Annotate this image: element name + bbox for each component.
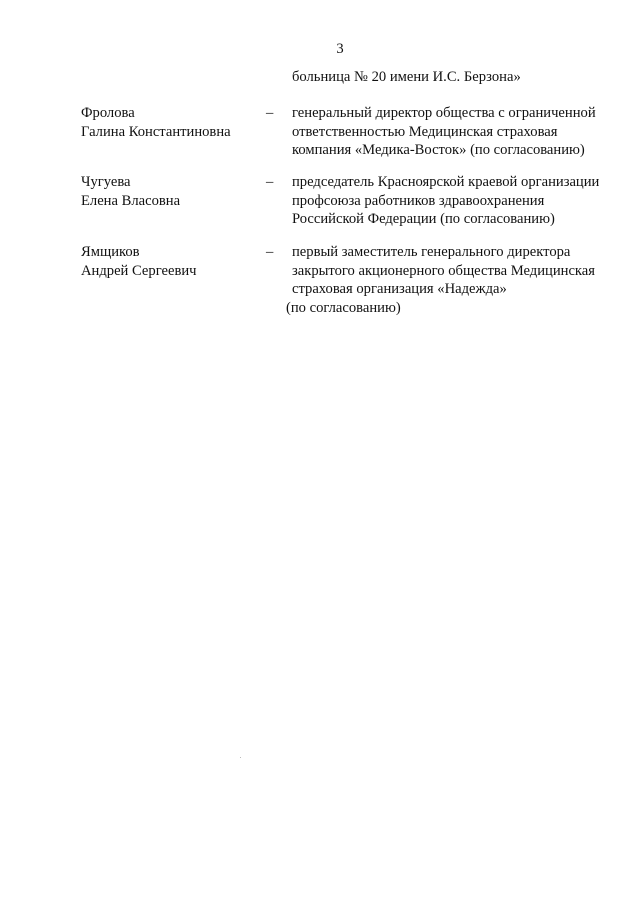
member-position	[292, 173, 622, 229]
member-position	[286, 243, 622, 317]
member-name	[81, 104, 261, 141]
position-line: страховая организация «Надежда»	[292, 281, 507, 297]
dash-separator: –	[266, 105, 274, 121]
member-name	[81, 243, 261, 280]
scan-speck	[240, 757, 241, 758]
page-number: 3	[336, 41, 344, 57]
member-given-names: Андрей Сергеевич	[81, 262, 197, 279]
position-line: ответственностью Медицинская страховая	[292, 123, 558, 140]
position-line: закрытого акционерного общества Медицинская	[292, 262, 595, 279]
dash-separator: –	[266, 174, 274, 190]
member-surname: Ямщиков	[81, 244, 140, 260]
member-name	[81, 173, 261, 210]
member-surname: Фролова	[81, 105, 135, 121]
position-line: профсоюза работников здравоохранения	[292, 192, 545, 209]
member-position	[292, 104, 622, 160]
member-surname: Чугуева	[81, 174, 131, 190]
position-line: генеральный директор общества с ограниченной	[292, 105, 596, 121]
position-line: Российской Федерации (по согласованию)	[292, 211, 555, 227]
position-line: компания «Медика-Восток» (по согласованию)	[292, 142, 585, 158]
continuation-line: больница № 20 имени И.С. Берзона»	[292, 69, 521, 85]
member-given-names: Елена Власовна	[81, 192, 181, 209]
position-line: (по согласованию)	[286, 299, 401, 316]
member-given-names: Галина Константиновна	[81, 123, 231, 140]
position-line: председатель Красноярской краевой организации	[292, 174, 600, 190]
dash-separator: –	[266, 244, 274, 260]
position-line: первый заместитель генерального директора	[292, 244, 571, 260]
